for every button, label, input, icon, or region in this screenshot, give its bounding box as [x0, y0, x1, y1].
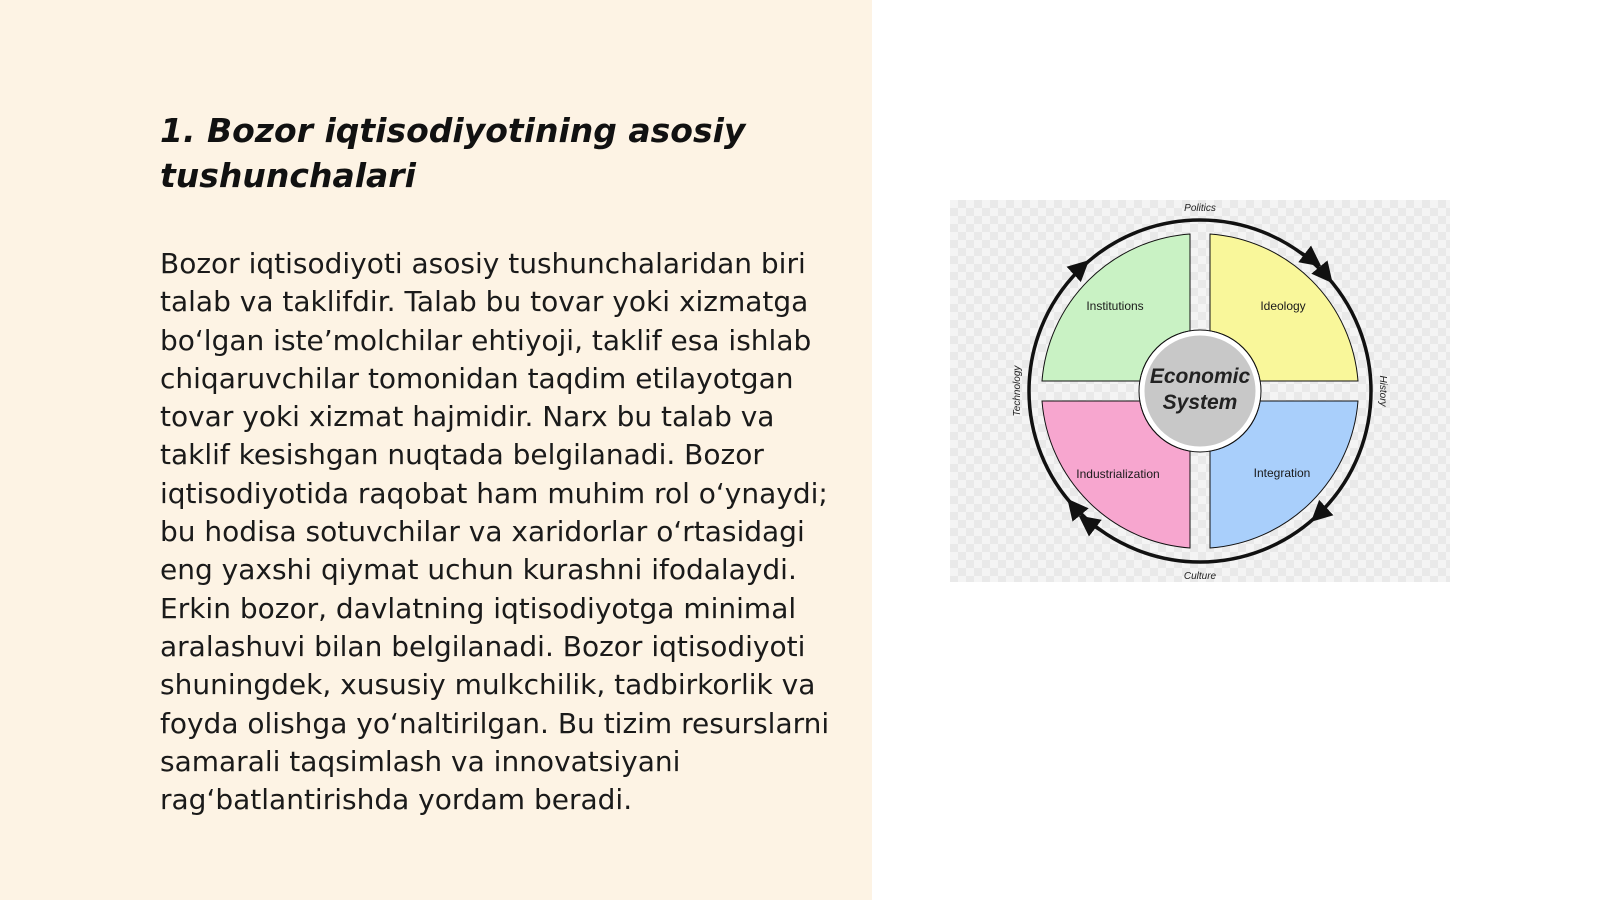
ring-arrow-top-left [1070, 263, 1086, 280]
slide-title: 1. Bozor iqtisodiyotining asosiy tushunchalari [160, 111, 746, 195]
center-label-line1: Economic [1149, 365, 1251, 388]
label-industrialization: Industrialization [1076, 467, 1160, 481]
ring-arrow-top-right [1314, 263, 1330, 280]
ring-arrow-bottom-right [1314, 502, 1330, 519]
rim-label-culture: Culture [1183, 571, 1217, 582]
rim-label-technology: Technology [1012, 365, 1023, 417]
label-ideology: Ideology [1260, 299, 1306, 313]
ring-arrow-bottom-left-2 [1082, 518, 1100, 530]
center-label-line2: System [1162, 391, 1238, 414]
ring-arrow-bottom-left [1070, 502, 1086, 519]
rim-label-history: History [1377, 375, 1388, 407]
ring-arrow-top-right-2 [1300, 252, 1318, 264]
economic-system-diagram [950, 200, 1450, 582]
label-integration: Integration [1253, 466, 1311, 480]
diagram-svg [950, 200, 1450, 582]
slide-body-text: Bozor iqtisodiyoti asosiy tushunchalaridan biri talab va taklifdir. Talab bu tovar yoki xizmatga bo‘lgan iste’molchilar ehtiyoji, taklif esa ishlab chiqaruvchilar tomonidan taqdim etilayotgan tovar yoki xizmat hajmidir. Narx bu talab va taklif kesishgan nuqtada belgilanadi. Bozor iqtisodiyotida raqobat ham muhim rol o‘ynaydi; bu hodisa sotuvchilar va xaridorlar o‘rtasidagi eng yaxshi qiymat uchun kurashni ifodalaydi. Erkin bozor, davlatning iqtisodiyotga minimal aralashuvi bilan belgilanadi. Bozor iqtisodiyoti shuningdek, xususiy mulkchilik, tadbirkorlik va foyda olishga yo‘naltirilgan. Bu tizim resurslarni samarali taqsimlash va innovatsiyani rag‘batlantirishda yordam beradi. [160, 247, 830, 817]
rim-label-politics: Politics [1184, 203, 1216, 214]
label-institutions: Institutions [1086, 299, 1144, 313]
